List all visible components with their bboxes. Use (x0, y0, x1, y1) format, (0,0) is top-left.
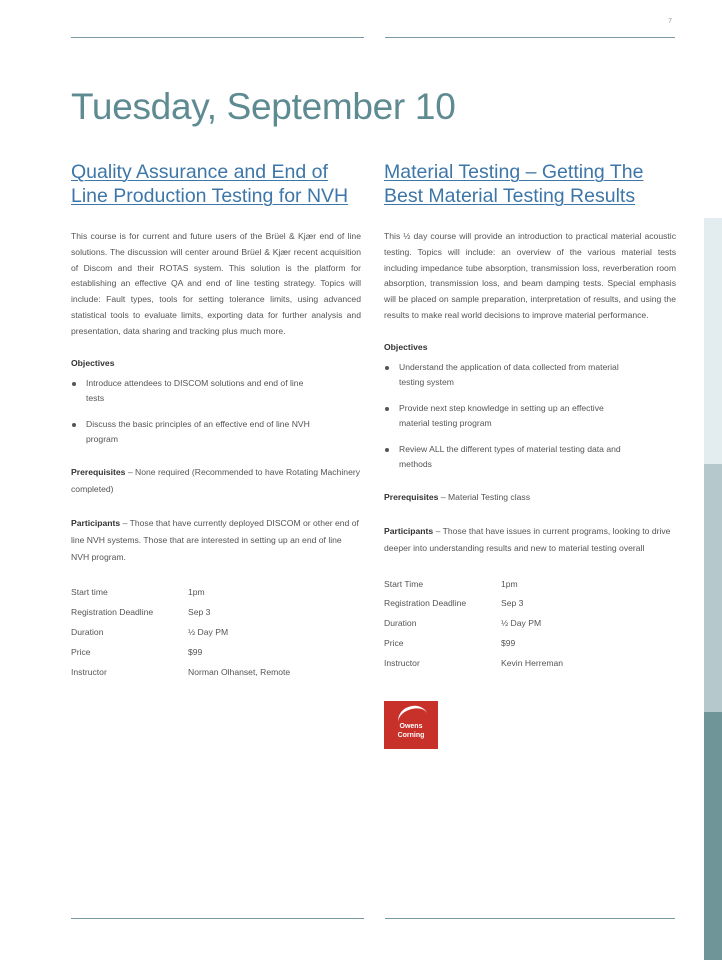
participants-label: Participants (71, 517, 121, 528)
detail-row-registration-deadline (384, 594, 563, 614)
detail-value: 1pm (188, 587, 205, 598)
session-column-left (71, 160, 361, 682)
top-rule-left (71, 37, 364, 38)
detail-value: $99 (188, 646, 203, 657)
objective-item: Discuss the basic principles of an effective end of line NVH program (71, 417, 361, 448)
detail-row-instructor (71, 662, 290, 682)
detail-label: Instructor (384, 657, 420, 668)
bottom-rule-left (71, 918, 364, 919)
participants (384, 523, 676, 557)
side-bar-dark (704, 712, 722, 960)
prerequisites-label: Prerequisites (384, 491, 439, 502)
objectives-list (384, 360, 676, 473)
detail-label: Price (71, 646, 91, 657)
bottom-rule-right (385, 918, 675, 919)
detail-value: Kevin Herreman (501, 657, 564, 668)
owens-corning-logo (384, 701, 438, 749)
objectives-heading: Objectives (384, 341, 428, 352)
prerequisites (384, 489, 676, 506)
page-number: 7 (668, 18, 672, 25)
participants-label: Participants (384, 525, 434, 536)
objectives-list (71, 376, 361, 448)
detail-value: $99 (501, 638, 516, 649)
prerequisites-label: Prerequisites (71, 466, 126, 477)
objective-item: Understand the application of data collected from material testing system (384, 360, 676, 391)
objective-item: Introduce attendees to DISCOM solutions and end of line tests (71, 376, 361, 407)
prerequisites-text: – Material Testing class (438, 491, 531, 502)
detail-row-price (71, 642, 290, 662)
top-rule-right (385, 37, 675, 38)
detail-label: Duration (71, 627, 104, 638)
prerequisites-text: – None required (Recommended to have Rotating Machinery completed) (71, 466, 361, 494)
detail-value: Sep 3 (501, 598, 524, 609)
detail-label: Instructor (71, 666, 107, 677)
objectives-heading: Objectives (71, 357, 115, 368)
objective-item: Review ALL the different types of material testing data and methods (384, 442, 676, 473)
side-bar-light (704, 218, 722, 464)
detail-label: Start time (71, 587, 108, 598)
session-title[interactable]: Material Testing – Getting The Best Material Testing Results (384, 161, 644, 207)
detail-value: Sep 3 (188, 607, 211, 618)
prerequisites (71, 464, 361, 498)
detail-row-instructor (384, 653, 563, 673)
logo-text-line2: Corning (397, 731, 425, 739)
session-description: This ½ day course will provide an introduction to practical material acoustic testing. Topics will include: an overview of the various material tests including impedance tube absorption, transmission loss, reverberation room absorption, transmission loss, and beam damping tests. Special emphasis will be placed on sample preparation, interpretation of results, and using the results to make real world decisions to improve material performance. (384, 231, 676, 320)
logo-text-line1: Owens (399, 722, 423, 730)
detail-row-price (384, 633, 563, 653)
page-title: Tuesday, September 10 (71, 86, 456, 127)
detail-value: ½ Day PM (188, 627, 229, 638)
detail-value: ½ Day PM (501, 618, 542, 629)
participants-text: – Those that have issues in current programs, looking to drive deeper into understanding results and new to material testing overall (384, 525, 671, 553)
detail-label: Registration Deadline (71, 607, 154, 618)
detail-row-start-time (384, 574, 563, 594)
detail-row-start-time (71, 583, 290, 603)
session-column-right (384, 160, 676, 749)
participants (71, 515, 361, 566)
participants-text: – Those that have currently deployed DISCOM or other end of line NVH systems. Those that are interested in setting up an end of line NVH program. (71, 517, 359, 562)
session-details-table (71, 583, 290, 682)
detail-label: Price (384, 638, 404, 649)
session-details-table (384, 574, 563, 673)
detail-row-duration (384, 613, 563, 633)
detail-label: Start Time (384, 578, 424, 589)
side-bar-mid (704, 464, 722, 712)
detail-row-registration-deadline (71, 602, 290, 622)
objective-item: Provide next step knowledge in setting up an effective material testing program (384, 401, 676, 432)
detail-label: Registration Deadline (384, 598, 467, 609)
detail-label: Duration (384, 618, 417, 629)
detail-row-duration (71, 622, 290, 642)
detail-value: 1pm (501, 578, 518, 589)
session-description: This course is for current and future users of the Brüel & Kjær end of line solutions. The discussion will center around Brüel & Kjær recent acquisition of Discom and their ROTAS system. This solution is the platform for establishing an effective QA and end of line testing strategy. Topics will include: Fault types, tools for setting tolerance limits, using advanced statistical tools to evaluate limits, exporting data for further analysis and presentation, data sharing and tracking plus much more. (71, 231, 361, 336)
session-title[interactable]: Quality Assurance and End of Line Production Testing for NVH (71, 161, 349, 207)
detail-value: Norman Olhanset, Remote (188, 666, 291, 677)
